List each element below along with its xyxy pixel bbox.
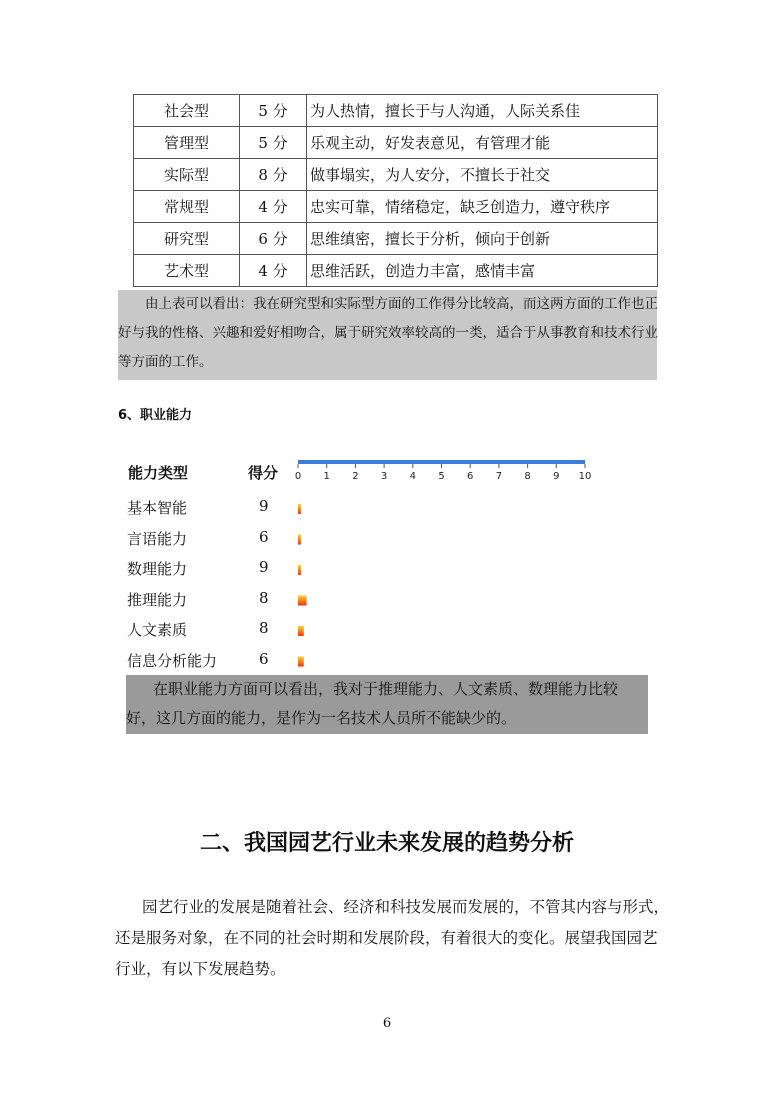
summary-line: 由上表可以看出：我在研究型和实际型方面的工作得分比较高，而这两方面的工作也正 <box>145 296 658 312</box>
summary-line: 在职业能力方面可以看出，我对于推理能力、人文素质、数理能力比较 <box>153 680 619 698</box>
type-cell: 社会型 <box>134 95 240 127</box>
x-tick-label: 9 <box>553 471 560 482</box>
summary-paragraph-1 <box>118 290 657 380</box>
table-row <box>134 191 658 223</box>
score-cell: 5 分 <box>240 95 307 127</box>
bar-1 <box>298 504 301 514</box>
description-cell: 乐观主动，好发表意见，有管理才能 <box>307 127 658 159</box>
score-cell: 6 分 <box>240 223 307 255</box>
ability-score: 9 <box>259 558 269 576</box>
x-tick-label: 0 <box>294 471 302 482</box>
x-axis-line <box>298 460 585 464</box>
description-cell: 为人热情，擅长于与人沟通，人际关系佳 <box>307 95 658 127</box>
bar-5 <box>298 626 304 636</box>
ability-label: 人文素质 <box>127 621 188 639</box>
ability-label: 基本智能 <box>127 499 188 517</box>
bar-2 <box>298 535 301 545</box>
body-line: 园艺行业的发展是随着社会、经济和科技发展而发展的，不管其内容与形式， <box>142 898 670 916</box>
ability-score: 8 <box>259 619 269 637</box>
summary-paragraph-2 <box>126 675 648 734</box>
score-cell: 8 分 <box>240 159 307 191</box>
table-row <box>134 127 658 159</box>
section-title: 6、职业能力 <box>118 408 193 423</box>
ability-score: 6 <box>259 527 269 546</box>
bar-6 <box>298 657 304 667</box>
x-tick-label: 2 <box>352 471 359 482</box>
type-cell: 艺术型 <box>134 255 240 287</box>
table-row <box>134 255 658 287</box>
x-tick-label: 10 <box>578 471 592 482</box>
x-tick-label: 1 <box>323 471 330 482</box>
ability-score: 8 <box>259 588 269 607</box>
type-cell: 管理型 <box>134 127 240 159</box>
ability-bar-chart <box>290 452 600 672</box>
x-tick-label: 5 <box>438 471 445 482</box>
table-row <box>134 159 658 191</box>
x-tick-label: 3 <box>380 471 388 482</box>
page-number: 6 <box>382 1016 392 1031</box>
description-cell: 忠实可靠，情绪稳定，缺乏创造力，遵守秩序 <box>307 191 658 223</box>
ability-score: 6 <box>259 649 269 668</box>
score-cell: 4 分 <box>240 191 307 223</box>
x-tick-label: 8 <box>524 471 531 482</box>
body-line: 行业，有以下发展趋势。 <box>115 960 286 978</box>
description-cell: 做事塌实，为人安分，不擅长于社交 <box>307 159 658 191</box>
type-cell: 研究型 <box>134 223 240 255</box>
x-tick-label: 7 <box>495 471 503 482</box>
x-tick-label: 6 <box>467 471 474 482</box>
summary-line: 等方面的工作。 <box>118 354 213 370</box>
chapter-heading: 二、我国园艺行业未来发展的趋势分析 <box>199 831 574 856</box>
summary-line: 好，这几方面的能力，是作为一名技术人员所不能缺少的。 <box>126 709 517 727</box>
body-line: 还是服务对象，在不同的社会时期和发展阶段，有着很大的变化。展望我国园艺 <box>115 929 658 947</box>
ability-label: 推理能力 <box>127 590 188 609</box>
table-row <box>134 95 658 127</box>
summary-line: 好与我的性格、兴趣和爱好相吻合，属于研究效率较高的一类，适合于从事教育和技术行业 <box>118 325 658 341</box>
ability-score: 9 <box>259 497 269 515</box>
ability-label: 数理能力 <box>127 560 188 578</box>
type-cell: 实际型 <box>134 159 240 191</box>
body-paragraph <box>115 892 670 985</box>
personality-table <box>133 94 658 287</box>
ability-type-header: 能力类型 <box>128 464 189 482</box>
description-cell: 思维活跃，创造力丰富，感情丰富 <box>307 255 658 287</box>
bar-4 <box>298 596 307 606</box>
score-cell: 4 分 <box>240 255 307 287</box>
description-cell: 思维缜密，擅长于分析，倾向于创新 <box>307 223 658 255</box>
table-row <box>134 223 658 255</box>
ability-label: 信息分析能力 <box>127 651 218 670</box>
score-header: 得分 <box>248 464 279 482</box>
bar-3 <box>298 565 301 575</box>
ability-label: 言语能力 <box>127 529 188 548</box>
x-tick-label: 4 <box>409 471 416 482</box>
type-cell: 常规型 <box>134 191 240 223</box>
score-cell: 5 分 <box>240 127 307 159</box>
